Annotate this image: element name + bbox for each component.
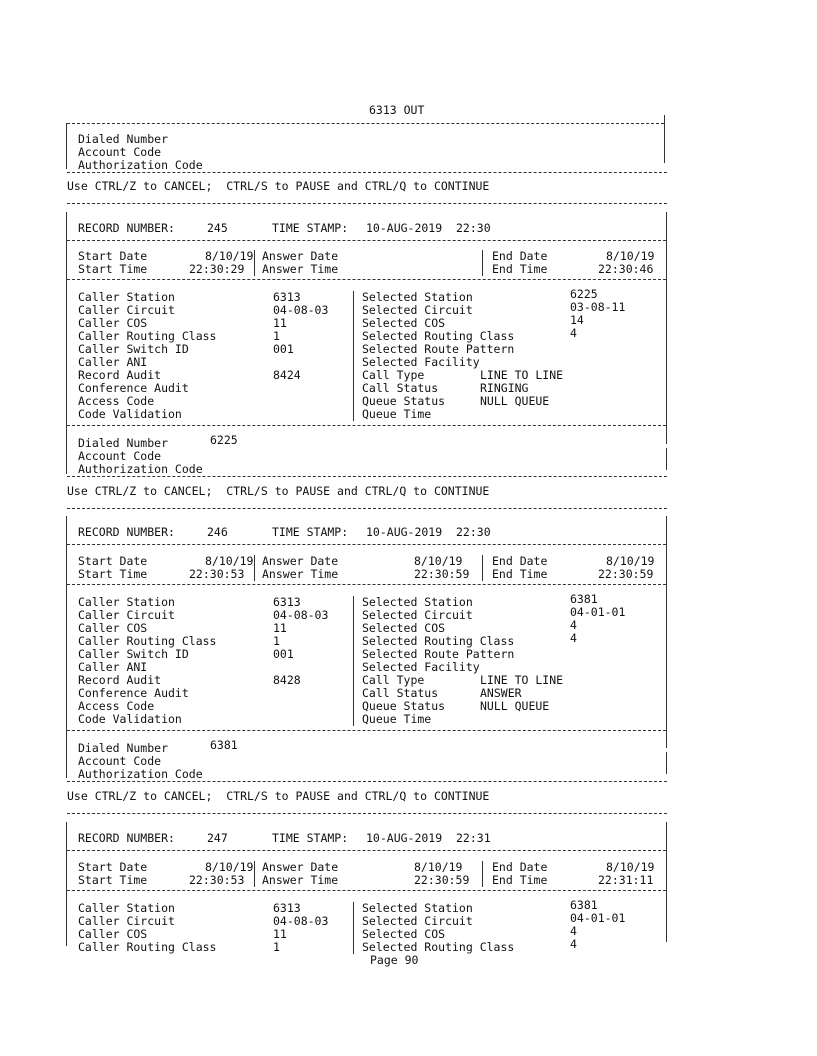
- queue-time-label: Queue Time: [362, 407, 432, 421]
- time-stamp-label: TIME STAMP:: [272, 525, 349, 539]
- time-stamp: 10-AUG-2019 22:30: [366, 525, 491, 539]
- selected-circuit-label: Selected Circuit: [362, 914, 473, 928]
- selected-station-label: Selected Station: [362, 290, 473, 304]
- record-number-label: RECORD NUMBER:: [78, 221, 175, 235]
- frame-left: [66, 212, 67, 448]
- selected-circuit: 04-01-01: [570, 911, 626, 925]
- call-type-label: Call Type: [362, 673, 425, 687]
- caller-routing-class: 1: [273, 634, 280, 648]
- frame-right: [664, 115, 665, 163]
- answer-date-label: Answer Date: [262, 554, 339, 568]
- selected-routing-class: 4: [570, 631, 577, 645]
- end-date-label: End Date: [492, 860, 548, 874]
- answer-time-label: Answer Time: [262, 873, 339, 887]
- divider: [67, 172, 667, 173]
- record-number-label: RECORD NUMBER:: [78, 831, 175, 845]
- start-date: 8/10/19: [205, 860, 254, 874]
- selected-station: 6381: [570, 592, 598, 606]
- time-stamp: 10-AUG-2019 22:31: [366, 831, 491, 845]
- selected-routing-class: 4: [570, 326, 577, 340]
- account-code-label: Account Code: [78, 449, 162, 463]
- start-time: 22:30:53: [189, 567, 245, 581]
- divider: [67, 890, 666, 891]
- end-time: 22:30:59: [598, 567, 654, 581]
- separator: [254, 861, 255, 887]
- record-number-label: RECORD NUMBER:: [78, 525, 175, 539]
- frame-right: [666, 516, 667, 748]
- caller-station: 6313: [273, 901, 301, 915]
- start-date: 8/10/19: [205, 554, 254, 568]
- caller-cos: 11: [273, 316, 287, 330]
- caller-station: 6313: [273, 290, 301, 304]
- authorization-code-label: Authorization Code: [78, 767, 203, 781]
- separator: [482, 555, 483, 581]
- caller-cos: 11: [273, 927, 287, 941]
- queue-status: NULL QUEUE: [480, 394, 550, 408]
- call-status-label: Call Status: [362, 686, 439, 700]
- code-validation-label: Code Validation: [78, 407, 182, 421]
- selected-route-pattern-label: Selected Route Pattern: [362, 342, 515, 356]
- frame-right: [666, 448, 667, 470]
- divider: [67, 279, 666, 280]
- end-time-label: End Time: [492, 873, 548, 887]
- start-time: 22:30:53: [189, 873, 245, 887]
- frame-left: [66, 123, 67, 169]
- start-time-label: Start Time: [78, 262, 148, 276]
- end-time: 22:30:46: [598, 262, 654, 276]
- frame-left: [66, 752, 67, 778]
- time-stamp-label: TIME STAMP:: [272, 831, 349, 845]
- end-time: 22:31:11: [598, 873, 654, 887]
- queue-status-label: Queue Status: [362, 394, 446, 408]
- cancel-instruction: Use CTRL/Z to CANCEL; CTRL/S to PAUSE and CTRL/Q to CONTINUE: [67, 789, 490, 803]
- divider: [67, 544, 666, 545]
- caller-routing-class-label: Caller Routing Class: [78, 634, 217, 648]
- frame-left: [66, 822, 67, 946]
- access-code-label: Access Code: [78, 699, 155, 713]
- selected-facility-label: Selected Facility: [362, 660, 480, 674]
- caller-switch-id: 001: [273, 342, 294, 356]
- answer-date-label: Answer Date: [262, 249, 339, 263]
- selected-cos-label: Selected COS: [362, 621, 446, 635]
- start-date-label: Start Date: [78, 860, 148, 874]
- record-number: 247: [207, 831, 228, 845]
- frame-right: [666, 212, 667, 444]
- divider: [67, 730, 666, 731]
- record-audit-label: Record Audit: [78, 673, 162, 687]
- start-time-label: Start Time: [78, 873, 148, 887]
- caller-circuit-label: Caller Circuit: [78, 608, 175, 622]
- divider: [67, 425, 666, 426]
- caller-switch-id-label: Caller Switch ID: [78, 647, 189, 661]
- code-validation-label: Code Validation: [78, 712, 182, 726]
- queue-status: NULL QUEUE: [480, 699, 550, 713]
- selected-cos-label: Selected COS: [362, 316, 446, 330]
- separator: [482, 250, 483, 276]
- caller-routing-class-label: Caller Routing Class: [78, 940, 217, 954]
- record-audit: 8424: [273, 368, 301, 382]
- selected-routing-class: 4: [570, 937, 577, 951]
- selected-routing-class-label: Selected Routing Class: [362, 940, 515, 954]
- end-time-label: End Time: [492, 262, 548, 276]
- record-audit-label: Record Audit: [78, 368, 162, 382]
- answer-date: 8/10/19: [414, 860, 463, 874]
- caller-cos-label: Caller COS: [78, 927, 148, 941]
- record-number: 246: [207, 525, 228, 539]
- caller-cos-label: Caller COS: [78, 316, 148, 330]
- caller-routing-class: 1: [273, 940, 280, 954]
- record-number: 245: [207, 221, 228, 235]
- answer-time-label: Answer Time: [262, 262, 339, 276]
- answer-time: 22:30:59: [414, 567, 470, 581]
- end-date-label: End Date: [492, 554, 548, 568]
- caller-circuit: 04-08-03: [273, 303, 329, 317]
- start-date-label: Start Date: [78, 249, 148, 263]
- call-type: LINE TO LINE: [480, 368, 564, 382]
- divider: [67, 476, 667, 477]
- selected-cos: 4: [570, 618, 577, 632]
- conference-audit-label: Conference Audit: [78, 686, 189, 700]
- start-date: 8/10/19: [205, 249, 254, 263]
- separator: [353, 291, 354, 421]
- conference-audit-label: Conference Audit: [78, 381, 189, 395]
- divider: [67, 240, 666, 241]
- divider: [67, 203, 667, 204]
- divider: [67, 123, 664, 124]
- caller-station: 6313: [273, 595, 301, 609]
- time-stamp: 10-AUG-2019 22:30: [366, 221, 491, 235]
- selected-station-label: Selected Station: [362, 595, 473, 609]
- dialed-number-label: Dialed Number: [78, 132, 169, 146]
- selected-circuit: 04-01-01: [570, 605, 626, 619]
- answer-date: 8/10/19: [414, 554, 463, 568]
- call-status-label: Call Status: [362, 381, 439, 395]
- caller-cos-label: Caller COS: [78, 621, 148, 635]
- authorization-code-label: Authorization Code: [78, 158, 203, 172]
- separator: [254, 555, 255, 581]
- answer-time-label: Answer Time: [262, 567, 339, 581]
- access-code-label: Access Code: [78, 394, 155, 408]
- frame-left: [66, 516, 67, 752]
- caller-routing-class-label: Caller Routing Class: [78, 329, 217, 343]
- cancel-instruction: Use CTRL/Z to CANCEL; CTRL/S to PAUSE and CTRL/Q to CONTINUE: [67, 179, 490, 193]
- time-stamp-label: TIME STAMP:: [272, 221, 349, 235]
- selected-station: 6381: [570, 898, 598, 912]
- cancel-instruction: Use CTRL/Z to CANCEL; CTRL/S to PAUSE and CTRL/Q to CONTINUE: [67, 484, 490, 498]
- page-number: Page 90: [370, 953, 419, 967]
- caller-station-label: Caller Station: [78, 595, 175, 609]
- selected-station: 6225: [570, 287, 598, 301]
- account-code-label: Account Code: [78, 145, 162, 159]
- queue-time-label: Queue Time: [362, 712, 432, 726]
- selected-routing-class-label: Selected Routing Class: [362, 634, 515, 648]
- caller-station-label: Caller Station: [78, 901, 175, 915]
- divider: [67, 584, 666, 585]
- dialed-number: 6225: [210, 433, 238, 447]
- page-title: 6313 OUT: [369, 103, 425, 117]
- start-time: 22:30:29: [189, 262, 245, 276]
- end-time-label: End Time: [492, 567, 548, 581]
- caller-routing-class: 1: [273, 329, 280, 343]
- selected-routing-class-label: Selected Routing Class: [362, 329, 515, 343]
- dialed-number: 6381: [210, 738, 238, 752]
- end-date-label: End Date: [492, 249, 548, 263]
- end-date: 8/10/19: [606, 860, 655, 874]
- answer-time: 22:30:59: [414, 873, 470, 887]
- caller-circuit: 04-08-03: [273, 914, 329, 928]
- caller-station-label: Caller Station: [78, 290, 175, 304]
- authorization-code-label: Authorization Code: [78, 462, 203, 476]
- selected-circuit-label: Selected Circuit: [362, 303, 473, 317]
- call-status: ANSWER: [480, 686, 522, 700]
- start-time-label: Start Time: [78, 567, 148, 581]
- selected-facility-label: Selected Facility: [362, 355, 480, 369]
- caller-circuit-label: Caller Circuit: [78, 303, 175, 317]
- account-code-label: Account Code: [78, 754, 162, 768]
- divider: [67, 781, 667, 782]
- selected-route-pattern-label: Selected Route Pattern: [362, 647, 515, 661]
- frame-right: [666, 752, 667, 774]
- separator: [353, 596, 354, 726]
- selected-cos: 14: [570, 313, 584, 327]
- caller-circuit-label: Caller Circuit: [78, 914, 175, 928]
- selected-station-label: Selected Station: [362, 901, 473, 915]
- caller-switch-id-label: Caller Switch ID: [78, 342, 189, 356]
- caller-ani-label: Caller ANI: [78, 660, 148, 674]
- caller-circuit: 04-08-03: [273, 608, 329, 622]
- separator: [482, 861, 483, 887]
- selected-circuit-label: Selected Circuit: [362, 608, 473, 622]
- queue-status-label: Queue Status: [362, 699, 446, 713]
- answer-date-label: Answer Date: [262, 860, 339, 874]
- dialed-number-label: Dialed Number: [78, 436, 169, 450]
- dialed-number-label: Dialed Number: [78, 741, 169, 755]
- selected-cos-label: Selected COS: [362, 927, 446, 941]
- caller-cos: 11: [273, 621, 287, 635]
- frame-left: [66, 448, 67, 474]
- end-date: 8/10/19: [606, 554, 655, 568]
- caller-ani-label: Caller ANI: [78, 355, 148, 369]
- separator: [254, 250, 255, 276]
- end-date: 8/10/19: [606, 249, 655, 263]
- start-date-label: Start Date: [78, 554, 148, 568]
- call-status: RINGING: [480, 381, 529, 395]
- call-type: LINE TO LINE: [480, 673, 564, 687]
- frame-right: [666, 822, 667, 942]
- selected-cos: 4: [570, 924, 577, 938]
- divider: [67, 813, 667, 814]
- caller-switch-id: 001: [273, 647, 294, 661]
- divider: [67, 508, 667, 509]
- record-audit: 8428: [273, 673, 301, 687]
- separator: [353, 902, 354, 954]
- call-type-label: Call Type: [362, 368, 425, 382]
- divider: [67, 850, 666, 851]
- selected-circuit: 03-08-11: [570, 300, 626, 314]
